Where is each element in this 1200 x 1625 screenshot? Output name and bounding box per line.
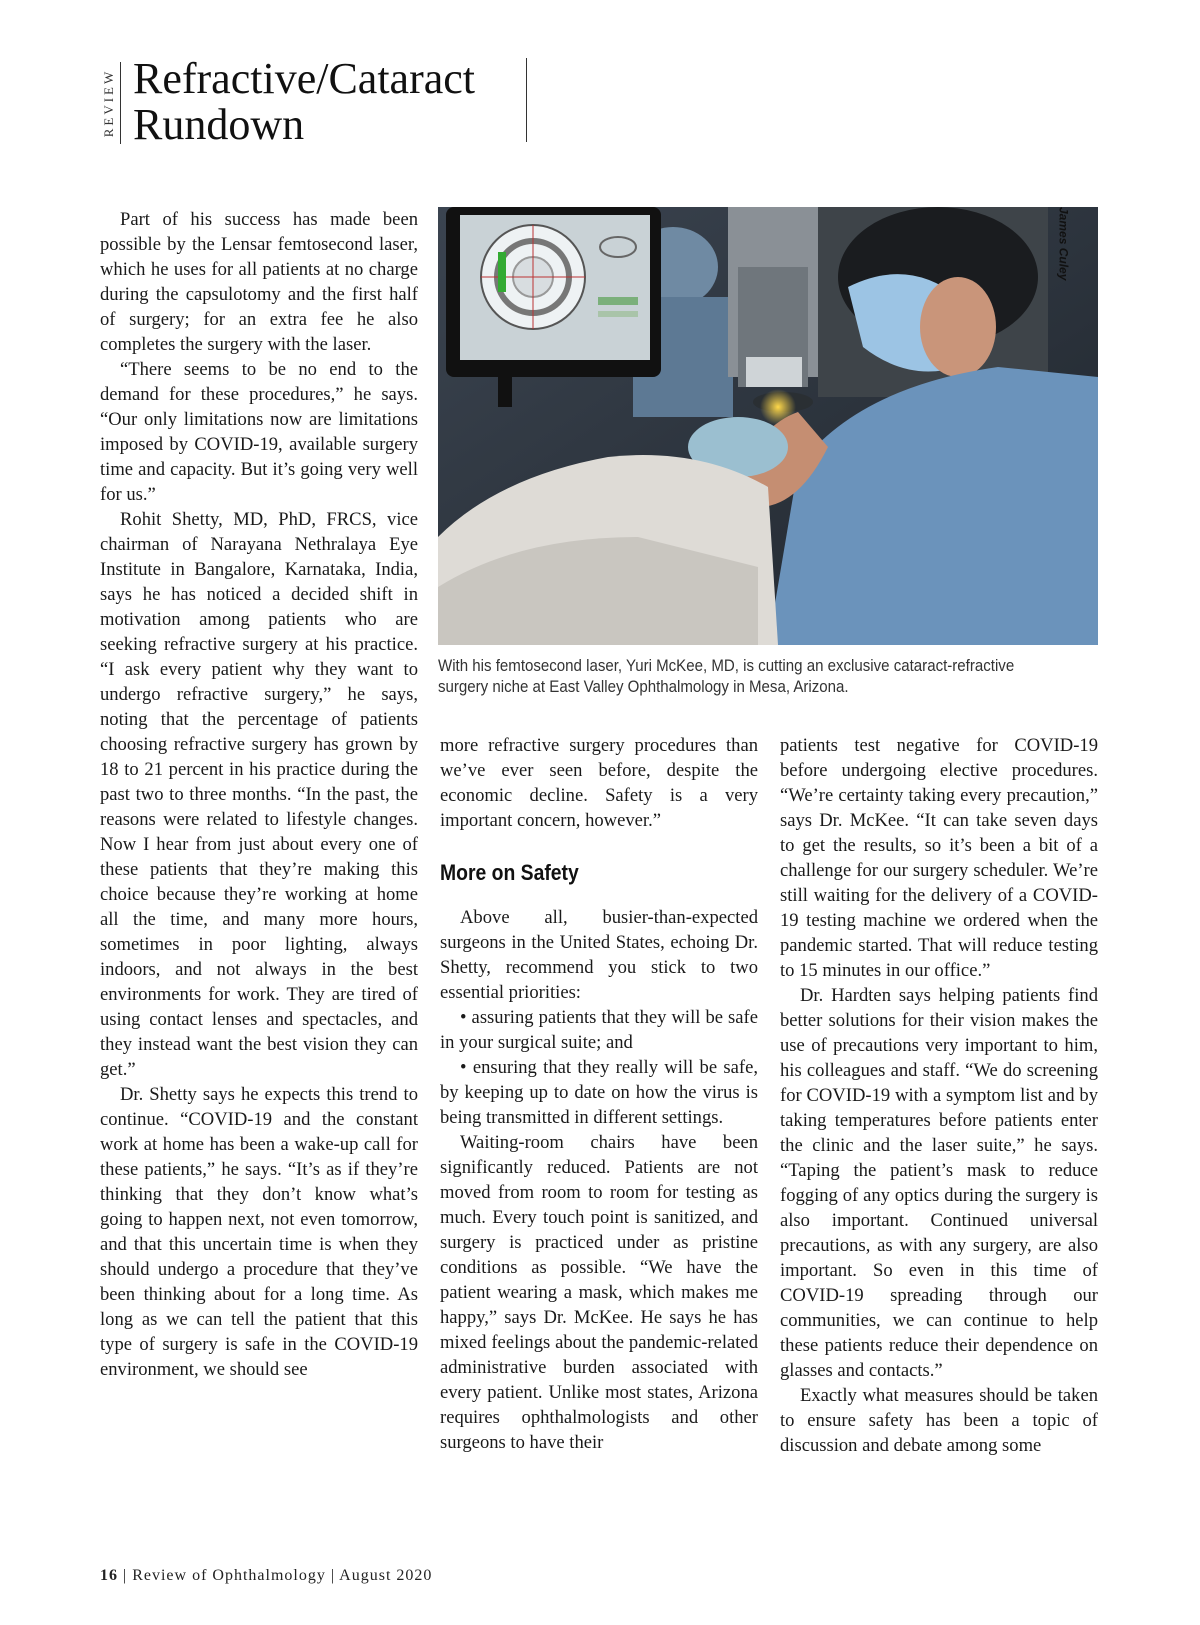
paragraph: more refractive surgery procedures than we’ve ever seen before, despite the economic decline. Safety is a very important concern, however.” — [440, 735, 758, 831]
section-subhead: More on Safety — [440, 860, 579, 885]
photo-caption: With his femtosecond laser, Yuri McKee, MD, is cutting an exclusive cataract-refractive surgery niche at East Valley Ophthalmology in Mesa, Arizona. — [438, 657, 1015, 696]
paragraph: Rohit Shetty, MD, PhD, FRCS, vice chairman of Narayana Nethralaya Eye Institute in Bangalore, Karnataka, India, says he has noticed a decided shift in motivation among patients who are seeking refractive surgery at his practice. “I ask every patient why they want to undergo refractive surgery,” he says, noting that the percentage of patients choosing refractive surgery has grown by 18 to 21 percent in his practice during the past two to three months. “In the past, the reasons were related to lifestyle changes. Now I hear from just about every one of these patients that they’re making this choice because they’re working at home all the time, and many more hours, sometimes in poor lighting, always indoors, and not always in the best environments for work. They are tired of using contact lenses and spectacles, and they instead want the best vision they can get.” — [100, 509, 418, 1080]
section-kicker — [98, 62, 121, 144]
page-number: 16 — [100, 1567, 118, 1584]
page-footer — [100, 1567, 432, 1585]
article-column-3 — [780, 733, 1098, 1458]
footer-publication: | Review of Ophthalmology | August 2020 — [118, 1567, 433, 1584]
paragraph: Exactly what measures should be taken to ensure safety has been a topic of discussion and debate among some — [780, 1385, 1098, 1456]
paragraph: Dr. Hardten says helping patients find better solutions for their vision makes the use of precautions very important to him, his colleagues and staff. “We do screening for COVID-19 with a symptom list and by taking temperatures before patients enter the clinic and the laser suite,” he says. “Taping the patient’s mask to reduce fogging of any optics during the surgery is also important. Continued universal precautions, as with any surgery, are also important. So even in this time of COVID-19 spreading through our communities, we can continue to help these patients reduce their dependence on glasses and contacts.” — [780, 985, 1098, 1381]
title-line-2: Rundown — [133, 100, 305, 149]
paragraph: patients test negative for COVID-19 before undergoing elective procedures. “We’re certainty taking every precaution,” says Dr. McKee. “It can take seven days to get the results, so it’s been a bit of a challenge for our surgery scheduler. We’re still waiting for the delivery of a COVID-19 testing machine we ordered when the pandemic started. That will reduce testing to 15 minutes in our office.” — [780, 735, 1098, 981]
bullet-item: • ensuring that they really will be safe, by keeping up to date on how the virus is being transmitted in different settings. — [440, 1057, 758, 1128]
title-divider — [526, 58, 527, 142]
paragraph: Above all, busier-than-expected surgeons in the United States, echoing Dr. Shetty, recommend you stick to two essential priorities: — [440, 907, 758, 1003]
article-column-2 — [440, 733, 758, 1455]
article-column-1 — [100, 207, 418, 1382]
photo-credit — [1056, 207, 1110, 317]
kicker-text: REVIEW — [101, 68, 116, 138]
title-line-1: Refractive/Cataract — [133, 54, 476, 103]
bullet-item: • assuring patients that they will be safe in your surgical suite; and — [440, 1007, 758, 1053]
photo-credit-text: James Culey — [1056, 207, 1071, 281]
surgery-photo-illustration — [438, 207, 1098, 645]
article-photo — [438, 207, 1098, 645]
paragraph: Part of his success has made been possible by the Lensar femtosecond laser, which he uses for all patients at no charge during the capsulotomy and the first half of surgery; for an extra fee he also completes the surgery with the laser. — [100, 209, 418, 355]
page-title — [133, 56, 475, 148]
paragraph: Waiting-room chairs have been significantly reduced. Patients are not moved from room to room for testing as much. Every touch point is sanitized, and surgery is practiced under as pristine conditions as possible. “We have the patient wearing a mask, which makes me happy,” says Dr. McKee. He says he has mixed feelings about the pandemic-related administrative burden associated with every patient. Unlike most states, Arizona requires ophthalmologists and other surgeons to have their — [440, 1132, 758, 1453]
paragraph: Dr. Shetty says he expects this trend to continue. “COVID-19 and the constant work at home has been a wake-up call for these patients,” he says. “It’s as if they’re thinking that they don’t know what’s going to happen next, not even tomorrow, and that this uncertain time is when they should undergo a procedure that they’ve been thinking about for a long time. As long as we can tell the patient that this type of surgery is safe in the COVID-19 environment, we should see — [100, 1084, 418, 1380]
paragraph: “There seems to be no end to the demand for these procedures,” he says. “Our only limitations now are limitations imposed by COVID-19, available surgery time and capacity. But it’s going very well for us.” — [100, 359, 418, 505]
